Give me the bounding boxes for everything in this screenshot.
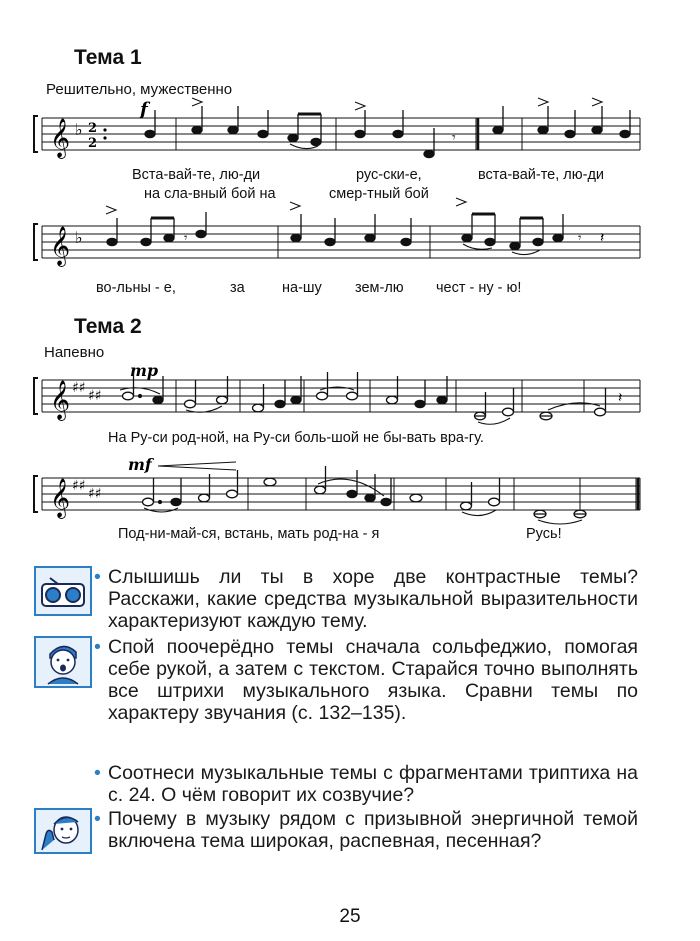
theme-2-lyric-2b: Русь! (526, 526, 562, 542)
theme-1-lyric-3e: чест - ну - ю! (436, 280, 522, 296)
singing-child-icon (34, 636, 92, 688)
theme-2-title: Тема 2 (74, 315, 142, 338)
theme-2-lyric-2a: Под-ни-май-ся, встань, мать род-на - я (118, 526, 380, 542)
theme-1-lyric-3b: за (230, 280, 245, 296)
bullet-icon: • (94, 808, 101, 830)
theme-1-lyric-2a: на сла-вный бой на (144, 186, 276, 202)
svg-text:♯♯: ♯♯ (88, 486, 102, 502)
svg-text:♭: ♭ (75, 120, 83, 139)
bullet-icon: • (94, 636, 101, 658)
svg-text:♯♯: ♯♯ (72, 380, 86, 396)
theme-1-lyric-3c: на-шу (282, 280, 322, 296)
theme-1-title: Тема 1 (74, 46, 142, 69)
question-2: • Спой поочерёдно темы сначала сольфеджио, помогая себе рукой, а затем с текстом. Старайся точно выполнять все штрихи музыкального языка. Сравни темы по характеру звучания (с. 132–135). (94, 636, 638, 724)
svg-text:𝄾: 𝄾 (184, 231, 188, 246)
svg-text:2: 2 (88, 121, 98, 136)
theme-1-lyric-1a: Вста-вай-те, лю-ди (132, 167, 261, 183)
theme-1-lyric-1c: вста-вай-те, лю-ди (478, 167, 605, 183)
question-1: • Слышишь ли ты в хоре две контрастные темы? Расскажи, какие средства музыкальной выразительности характеризуют каждую тему. (94, 566, 638, 632)
thinking-child-icon (34, 808, 92, 854)
theme-2-staff-1 (0, 362, 700, 432)
theme-2-tempo: Напевно (44, 344, 105, 361)
svg-text:♭: ♭ (75, 228, 83, 247)
question-4: • Почему в музыку рядом с призывной энергичной темой включена тема широкая, распевная, песенная? (94, 808, 638, 852)
theme-2-staff-2 (0, 455, 700, 530)
svg-text:♯♯: ♯♯ (88, 388, 102, 404)
treble-clef-icon: 𝄞 (50, 478, 71, 518)
treble-clef-icon: 𝄞 (50, 118, 71, 158)
theme-1-lyric-1b: рус-ски-е, (356, 167, 422, 183)
svg-text:𝄾: 𝄾 (452, 130, 456, 146)
page-number: 25 (339, 906, 361, 927)
theme-1-lyric-3d: зем-лю (355, 280, 404, 296)
svg-text:♯♯: ♯♯ (72, 478, 86, 494)
treble-clef-icon: 𝄞 (50, 226, 71, 266)
radio-icon (34, 566, 92, 616)
dynamic-f: f (140, 99, 148, 120)
theme-1-lyric-3a: во-льны - е, (96, 280, 176, 296)
svg-text:2: 2 (88, 136, 98, 151)
theme-1-staff-2 (0, 208, 700, 278)
svg-text:𝄾: 𝄾 (578, 231, 582, 246)
bullet-icon: • (94, 762, 101, 784)
treble-clef-icon: 𝄞 (50, 380, 71, 420)
bullet-icon: • (94, 566, 101, 588)
question-3: • Соотнеси музыкальные темы с фрагментами триптиха на с. 24. О чём говорит их созвучие? (94, 762, 638, 806)
theme-1-lyric-2b: смер-тный бой (329, 186, 429, 202)
svg-text:𝄽: 𝄽 (618, 390, 623, 406)
theme-1-tempo: Решительно, мужественно (46, 81, 233, 98)
theme-1-staff-1 (0, 100, 700, 170)
svg-text:𝄽: 𝄽 (600, 230, 605, 246)
dynamic-mp: mp (130, 361, 159, 380)
crescendo-hairpin (158, 462, 236, 470)
theme-2-lyric-1: На Ру-си род-ной, на Ру-си боль-шой не бы-вать вра-гу. (108, 430, 484, 446)
dynamic-mf: mf (128, 455, 152, 474)
